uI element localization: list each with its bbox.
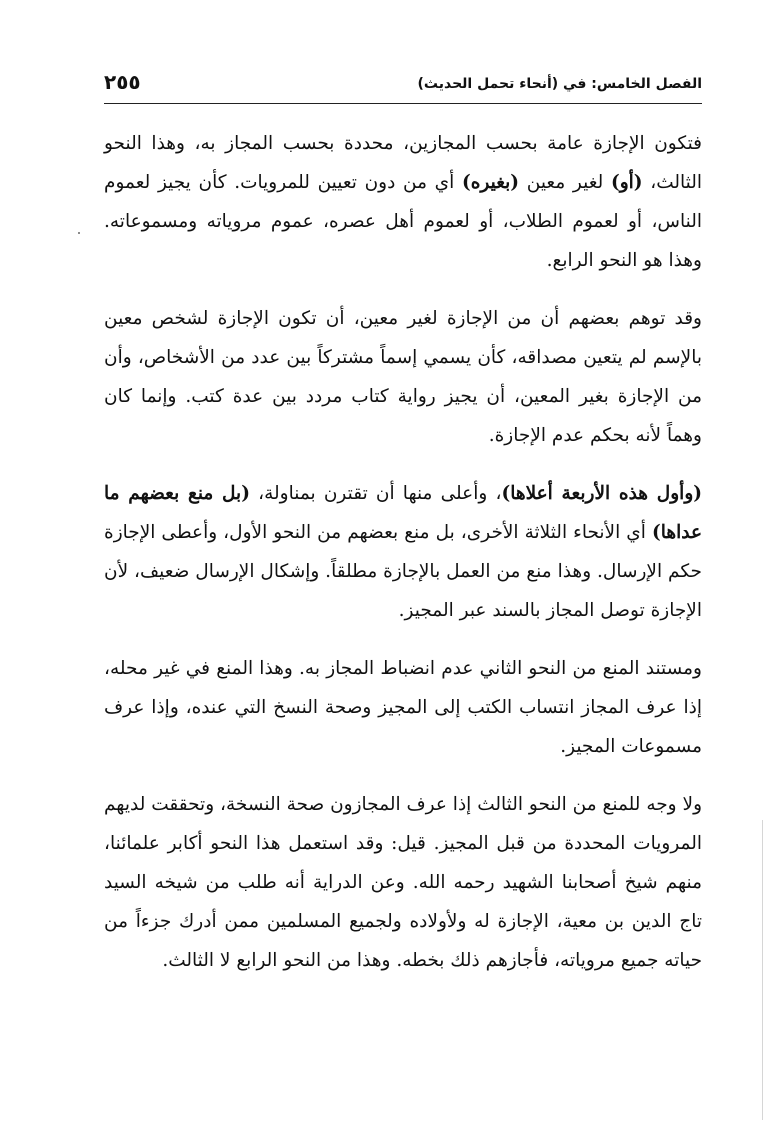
text-run: فتكون الإجازة عامة بحسب المجازين، محددة بحسب المجاز به، وهذا النحو الثالث،: [104, 133, 702, 193]
header-divider: [104, 103, 702, 104]
text-run: ومستند المنع من النحو الثاني عدم انضباط المجاز به. وهذا المنع في غير محله، إذا عرف المجاز انتساب الكتب إلى المجيز وصحة النسخ التي عنده، وإذا عرف مسموعات المجيز.: [104, 658, 702, 757]
scan-edge-line: [762, 820, 763, 1120]
paragraph: [104, 299, 702, 455]
bold-phrase: (أو): [610, 172, 643, 193]
chapter-title: الفصل الخامس: في (أنحاء تحمل الحديث): [417, 76, 702, 92]
page-number: ٢٥٥: [104, 70, 141, 94]
paragraph: [104, 649, 702, 766]
bold-phrase: (وأول هذه الأربعة أعلاها): [501, 483, 703, 504]
bold-phrase: (بل منع بعضهم ما عداها): [104, 483, 702, 543]
text-run: أي من دون تعيين للمرويات. كأن يجيز لعموم الناس، أو لعموم الطلاب، أو لعموم أهل عصره، عموم مروياته ومسموعاته. وهذا هو النحو الرابع.: [104, 172, 702, 271]
text-run: وقد توهم بعضهم أن من الإجازة لغير معين، أن تكون الإجازة لشخص معين بالإسم لم يتعين مصداقه، كأن يسمي إسماً مشتركاً بين عدد من الأشخاص، وأن من الإجازة بغير المعين، أن يجيز رواية كتاب مردد بين عدة كتب. وإنما كان وهماً لأنه بحكم عدم الإجازة.: [104, 308, 702, 446]
paragraph: [104, 474, 702, 630]
paragraph: [104, 785, 702, 980]
body-text: [104, 124, 702, 980]
paragraph: [104, 124, 702, 280]
running-header: [104, 70, 702, 104]
text-run: ولا وجه للمنع من النحو الثالث إذا عرف المجازون صحة النسخة، وتحققت لديهم المرويات المحددة من قبل المجيز. قيل: وقد استعمل هذا النحو أكابر علمائنا، منهم شيخ أصحابنا الشهيد رحمه الله. وعن الدراية أنه طلب من شيخه السيد تاج الدين بن معية، الإجازة له ولأولاده ولجميع المسلمين ممن أدرك جزءاً من حياته جميع مروياته، فأجازهم ذلك بخطه. وهذا من النحو الرابع لا الثالث.: [104, 794, 702, 971]
text-run: ، وأعلى منها أن تقترن بمناولة،: [249, 483, 502, 504]
text-run: لغير معين: [519, 172, 611, 193]
scan-speck: [78, 232, 80, 234]
bold-phrase: (بغيره): [461, 172, 520, 193]
text-run: أي الأنحاء الثلاثة الأخرى، بل منع بعضهم من النحو الأول، وأعطى الإجازة حكم الإرسال. وهذا منع من العمل بالإجازة مطلقاً. وإشكال الإرسال ضعيف، لأن الإجازة توصل المجاز بالسند عبر المجيز.: [104, 522, 702, 621]
